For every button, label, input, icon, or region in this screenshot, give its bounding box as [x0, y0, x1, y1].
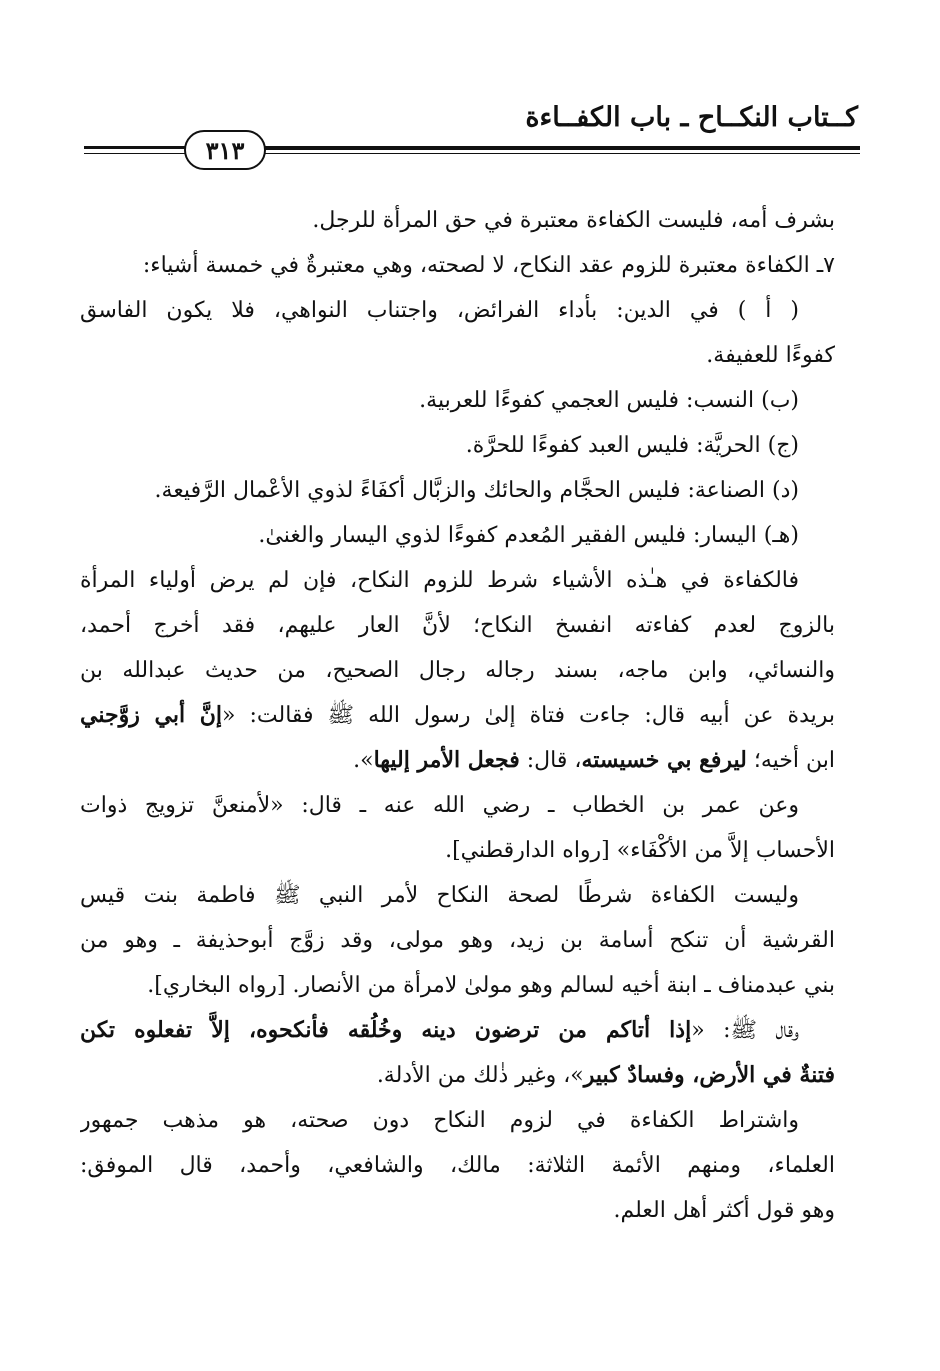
text-line [80, 1053, 835, 1098]
text-line: وهو قول أكثر أهل العلم. [613, 1198, 835, 1223]
hadith-quote: ليرفع بي خسيسته [581, 747, 747, 773]
page-number: ٣١٣ [184, 130, 266, 170]
text-line: القرشية أن تنكح أسامة بن زيد، وهو مولى، وقد زوَّج أبوحذيفة ـ وهو من [80, 928, 835, 953]
text-line [80, 693, 835, 738]
text-line: ( أ ) في الدين: بأداء الفرائض، واجتناب النواهي، فلا يكون الفاسق [80, 298, 799, 323]
text-line: فالكفاءة في هـٰذه الأشياء شرط للزوم النكاح، فإن لم يرض أولياء المرأة [80, 568, 799, 593]
line-text: ابن أخيه؛ [746, 748, 835, 773]
text-line: واشتراط الكفاءة في لزوم النكاح دون صحته، هو مذهب جمهور [80, 1108, 799, 1133]
text-line: وليست الكفاءة شرطًا لصحة النكاح لأمر النبي ﷺ فاطمة بنت قيس [80, 883, 799, 908]
hadith-quote: فجعل الأمر إليها [373, 747, 520, 773]
text-line: (د) الصناعة: فليس الحجَّام والحائك والزبَّال أكفَاءً لذوي الأعْمال الرَّفيعة. [154, 478, 799, 503]
header-rule-thick [258, 146, 860, 150]
text-line [80, 1008, 835, 1053]
text-line: الأحساب إلاَّ من الأكْفَاء» [رواه الدارقطني]. [445, 838, 835, 863]
running-header-title: كــتاب النكــاح ـ باب الكفــاءة [525, 102, 858, 133]
header-rule-left-thick [84, 146, 188, 149]
text-line [80, 738, 835, 783]
text-line: (ج) الحريَّة: فليس العبد كفوءًا للحرَّة. [465, 433, 799, 458]
page-body [80, 198, 835, 1233]
text-line: والنسائي، وابن ماجه، بسند رجاله رجال الصحيح، من حديث عبدالله بن [80, 658, 835, 683]
text-line: ٧ـ الكفاءة معتبرة للزوم عقد النكاح، لا لصحته، وهي معتبرةٌ في خمسة أشياء: [142, 253, 835, 278]
line-text: بريدة عن أبيه قال: جاءت فتاة إلىٰ رسول الله ﷺ فقالت: « [222, 703, 835, 728]
header-rule-left-thin [84, 153, 188, 154]
text-line: (هـ) اليسار: فليس الفقير المُعدم كفوءًا لذوي اليسار والغنىٰ. [258, 523, 799, 548]
text-line: العلماء، ومنهم الأئمة الثلاثة: مالك، والشافعي، وأحمد، قال الموفق: [80, 1153, 835, 1178]
text-line: كفوءًا للعفيفة. [706, 343, 835, 368]
text-line: (ب) النسب: فليس العجمي كفوءًا للعربية. [419, 388, 799, 413]
line-text: »، وغير ذٰلك من الأدلة. [376, 1063, 584, 1088]
text-line: بالزوج لعدم كفاءته انفسخ النكاح؛ لأنَّ العار عليهم، فقد أخرج أحمد، [80, 613, 835, 638]
header-rule-thin [258, 153, 860, 154]
text-line: وعن عمر بن الخطاب ـ رضي الله عنه ـ قال: «لأمنعنَّ تزويج ذوات [80, 793, 799, 818]
text-line: بني عبدمناف ـ ابنة أخيه لسالم وهو مولىٰ لامرأة من الأنصار. [رواه البخاري]. [147, 973, 835, 998]
line-text: وقال ﷺ: « [691, 1018, 799, 1043]
line-text: ، قال: [519, 748, 582, 773]
hadith-quote: إنَّ أبي زوَّجني [80, 702, 223, 728]
hadith-quote: إذا أتاكم من ترضون دينه وخُلُقه فأنكحوه، إلاَّ تفعلوه تكن [80, 1017, 692, 1043]
line-text: ». [353, 748, 374, 773]
text-line: بشرف أمه، فليست الكفاءة معتبرة في حق المرأة للرجل. [312, 208, 835, 233]
hadith-quote: فتنةٌ في الأرض، وفسادٌ كبير [583, 1062, 835, 1088]
